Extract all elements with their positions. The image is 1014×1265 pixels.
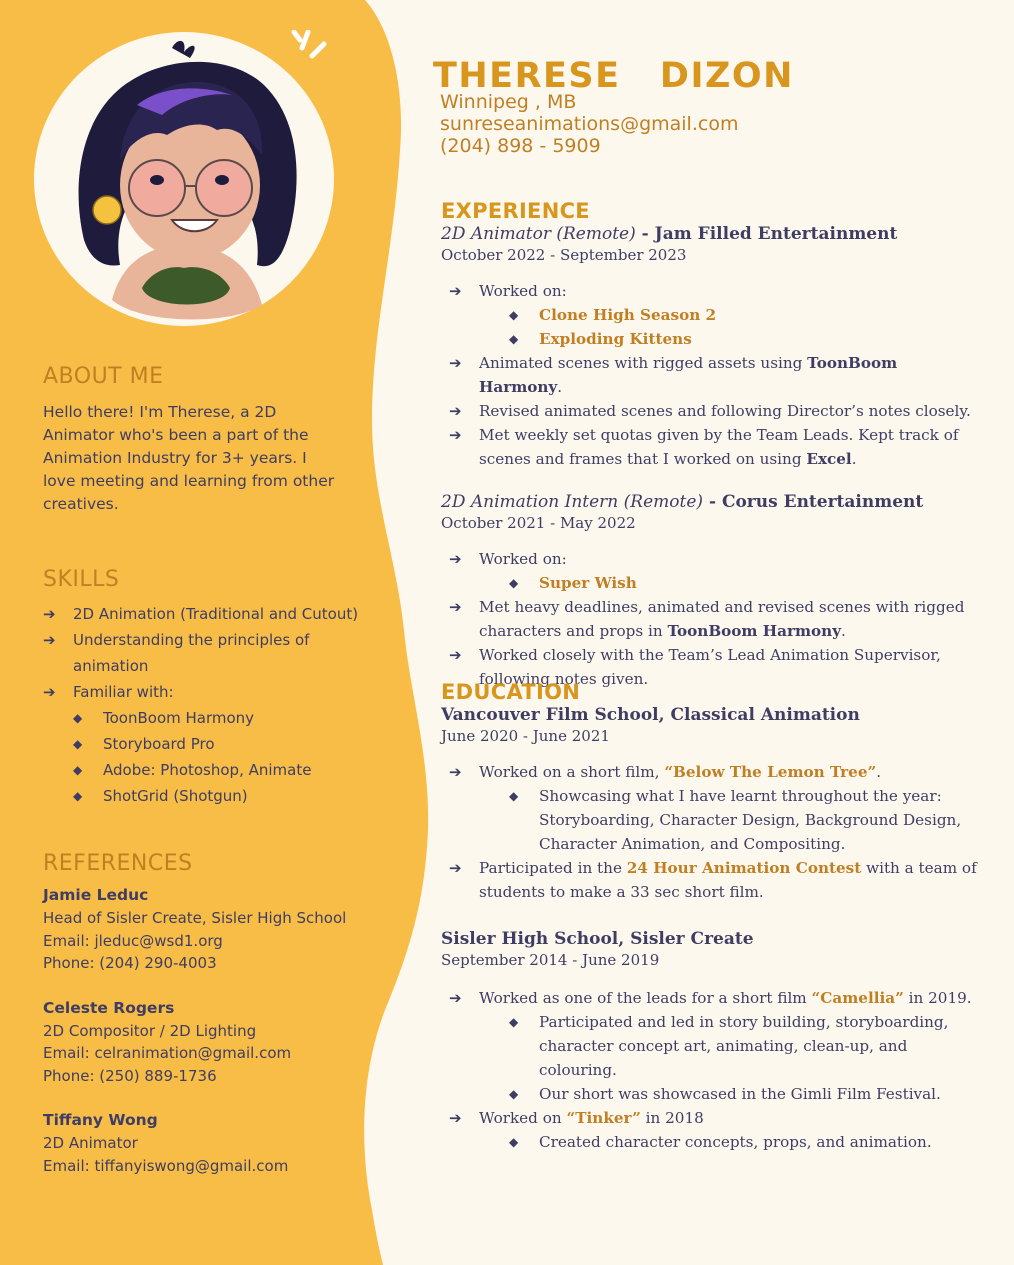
diamond-icon: ◆ xyxy=(509,1135,519,1149)
job-dates: October 2022 - September 2023 xyxy=(441,246,687,264)
arrow-icon: ➔ xyxy=(449,763,462,781)
bullet-text: Worked closely with the Team’s Lead Animation Supervisor, following notes given. xyxy=(479,646,941,688)
job-role: 2D Animation Intern (Remote) xyxy=(441,492,704,512)
bullet-text-part: with a team of students to make a 33 sec short film. xyxy=(479,859,977,901)
bullet-text: Participated and led in story building, storyboarding, character concept art, animating, clean-up, and colouring. xyxy=(539,1013,949,1079)
references-list xyxy=(43,884,363,1199)
list-item xyxy=(441,1106,981,1130)
diamond-icon: ◆ xyxy=(509,332,519,346)
job-sep: - xyxy=(703,492,722,512)
arrow-icon: ➔ xyxy=(449,354,462,372)
about-heading: ABOUT ME xyxy=(43,364,164,389)
reference-phone: Phone: (250) 889-1736 xyxy=(43,1066,217,1085)
list-item xyxy=(441,1010,981,1082)
email: sunreseanimations@gmail.com xyxy=(440,113,739,135)
phone: (204) 898 - 5909 xyxy=(440,135,601,157)
list-item xyxy=(441,856,981,904)
arrow-icon: ➔ xyxy=(449,282,462,300)
bullet-text xyxy=(479,760,881,784)
location: Winnipeg , MB xyxy=(440,91,577,113)
list-item xyxy=(441,595,981,643)
list-item xyxy=(441,327,981,351)
arrow-icon: ➔ xyxy=(449,859,462,877)
tool-name: ToonBoom Harmony xyxy=(667,622,842,640)
arrow-icon: ➔ xyxy=(43,605,56,623)
project-name: Clone High Season 2 xyxy=(539,306,717,324)
skills-list xyxy=(43,601,373,809)
arrow-icon: ➔ xyxy=(449,426,462,444)
list-item xyxy=(43,679,373,705)
about-text: Hello there! I'm Therese, a 2D Animator who's been a part of the Animation Industry for 3+ years. I love meeting and learning from other creatives. xyxy=(43,403,335,513)
list-item xyxy=(441,303,981,327)
job-company: Corus Entertainment xyxy=(721,492,924,512)
skill-label: 2D Animation (Traditional and Cutout) xyxy=(73,605,359,623)
tool-label: Adobe: Photoshop, Animate xyxy=(103,761,312,779)
job-sep: - xyxy=(635,224,655,244)
candidate-name: THERESE DIZON xyxy=(433,56,794,96)
bullet-text-part: . xyxy=(851,450,857,468)
bullet-text-part: Participated in the xyxy=(479,859,627,877)
diamond-icon: ◆ xyxy=(509,789,519,803)
bullet-text xyxy=(479,856,981,904)
diamond-icon: ◆ xyxy=(73,737,83,751)
list-item xyxy=(441,547,981,571)
bullet-text-part: . xyxy=(841,622,846,640)
job-dates: October 2021 - May 2022 xyxy=(441,514,636,532)
reference-title: Head of Sisler Create, Sisler High School xyxy=(43,909,347,927)
experience-heading: EXPERIENCE xyxy=(441,199,590,223)
bullet-text: Worked on: xyxy=(479,550,567,568)
reference-email: Email: celranimation@gmail.com xyxy=(43,1044,292,1062)
reference-entry xyxy=(43,997,363,1088)
film-title: “Camellia” xyxy=(811,989,904,1007)
diamond-icon: ◆ xyxy=(509,576,519,590)
education-heading: EDUCATION xyxy=(441,680,581,704)
bullet-text xyxy=(479,1106,704,1130)
bullet-text xyxy=(479,423,981,471)
bullet-text-part: Worked on xyxy=(479,1109,567,1127)
reference-entry xyxy=(43,884,363,975)
job-title xyxy=(441,491,981,513)
arrow-icon: ➔ xyxy=(43,631,56,649)
list-item xyxy=(441,423,981,471)
film-title: “Below The Lemon Tree” xyxy=(664,763,877,781)
reference-title: 2D Animator xyxy=(43,1134,138,1152)
reference-phone: Phone: (204) 290-4003 xyxy=(43,954,217,972)
arrow-icon: ➔ xyxy=(449,598,462,616)
reference-email: Email: jleduc@wsd1.org xyxy=(43,931,223,950)
project-name: Exploding Kittens xyxy=(539,330,692,348)
list-item xyxy=(441,571,981,595)
list-item xyxy=(441,351,981,399)
reference-name: Tiffany Wong xyxy=(43,1111,158,1129)
job-company: Jam Filled Entertainment xyxy=(654,224,898,244)
school-name: Vancouver Film School, Classical Animation xyxy=(441,705,860,725)
list-item xyxy=(441,760,981,784)
list-item xyxy=(43,705,373,731)
diamond-icon: ◆ xyxy=(73,789,83,803)
tool-name: ToonBoom Harmony xyxy=(479,354,898,396)
bullet-text-part: Worked on a short film, xyxy=(479,763,665,781)
reference-name: Celeste Rogers xyxy=(43,998,175,1017)
diamond-icon: ◆ xyxy=(73,711,83,725)
bullet-text-part: in 2019. xyxy=(903,989,972,1007)
reference-entry xyxy=(43,1109,363,1177)
job-title xyxy=(441,223,981,245)
arrow-icon: ➔ xyxy=(43,683,56,701)
tool-label: Storyboard Pro xyxy=(103,735,215,753)
arrow-icon: ➔ xyxy=(449,550,462,568)
job-role: 2D Animator (Remote) xyxy=(441,224,636,244)
bullet-text: Our short was showcased in the Gimli Film Festival. xyxy=(539,1085,941,1103)
reference-email: Email: tiffanyiswong@gmail.com xyxy=(43,1156,289,1175)
contact-info xyxy=(440,91,738,157)
bullet-text: Worked on: xyxy=(479,282,567,300)
school-dates: June 2020 - June 2021 xyxy=(441,727,610,745)
school-dates: September 2014 - June 2019 xyxy=(441,951,660,969)
skill-label: Familiar with: xyxy=(73,683,174,701)
tool-name: Excel xyxy=(806,450,852,468)
list-item xyxy=(441,1082,981,1106)
school-name: Sisler High School, Sisler Create xyxy=(441,929,754,949)
list-item xyxy=(43,601,373,627)
bullet-text-part: . xyxy=(876,763,882,781)
reference-name: Jamie Leduc xyxy=(43,886,149,904)
tool-label: ToonBoom Harmony xyxy=(103,709,255,727)
bullet-text xyxy=(479,986,972,1010)
experience-section xyxy=(441,199,981,691)
list-item xyxy=(441,279,981,303)
list-item xyxy=(441,399,981,423)
reference-title: 2D Compositor / 2D Lighting xyxy=(43,1021,257,1040)
film-title: “Tinker” xyxy=(566,1109,641,1127)
tool-label: ShotGrid (Shotgun) xyxy=(103,787,248,805)
list-item xyxy=(441,784,981,856)
arrow-icon: ➔ xyxy=(449,646,462,664)
bullet-text-part: . xyxy=(557,378,563,396)
bullet-text: Created character concepts, props, and animation. xyxy=(539,1133,932,1151)
diamond-icon: ◆ xyxy=(73,763,83,777)
bullet-text-part: Animated scenes with rigged assets using xyxy=(479,354,808,372)
school-title xyxy=(441,704,981,726)
school-title xyxy=(441,928,981,950)
list-item xyxy=(43,731,373,757)
project-name: Super Wish xyxy=(539,574,637,592)
contest-name: 24 Hour Animation Contest xyxy=(626,859,862,877)
list-item xyxy=(43,757,373,783)
bullet-text-part: in 2018 xyxy=(640,1109,704,1127)
diamond-icon: ◆ xyxy=(509,308,519,322)
arrow-icon: ➔ xyxy=(449,1109,462,1127)
bullet-text-part: Met heavy deadlines, animated and revised scenes with rigged characters and props in xyxy=(479,598,965,640)
education-section xyxy=(441,680,981,1154)
skills-heading: SKILLS xyxy=(43,567,120,592)
bullet-text-part: Worked as one of the leads for a short film xyxy=(479,989,812,1007)
skill-label: Understanding the principles of animation xyxy=(73,631,310,675)
bullet-text xyxy=(479,351,981,399)
list-item xyxy=(43,627,373,679)
bullet-text xyxy=(479,595,981,643)
references-heading: REFERENCES xyxy=(43,851,193,876)
list-item xyxy=(43,783,373,809)
arrow-icon: ➔ xyxy=(449,402,462,420)
diamond-icon: ◆ xyxy=(509,1015,519,1029)
bullet-text-part: Met weekly set quotas given by the Team Leads. Kept track of scenes and frames that I worked on using xyxy=(479,426,959,468)
arrow-icon: ➔ xyxy=(449,989,462,1007)
bullet-text: Showcasing what I have learnt throughout the year: Storyboarding, Character Design, Background Design, Character Animation, and Compositing. xyxy=(539,787,962,853)
avatar xyxy=(32,30,336,328)
list-item xyxy=(441,1130,981,1154)
diamond-icon: ◆ xyxy=(509,1087,519,1101)
list-item xyxy=(441,986,981,1010)
bullet-text: Revised animated scenes and following Director’s notes closely. xyxy=(479,402,971,420)
